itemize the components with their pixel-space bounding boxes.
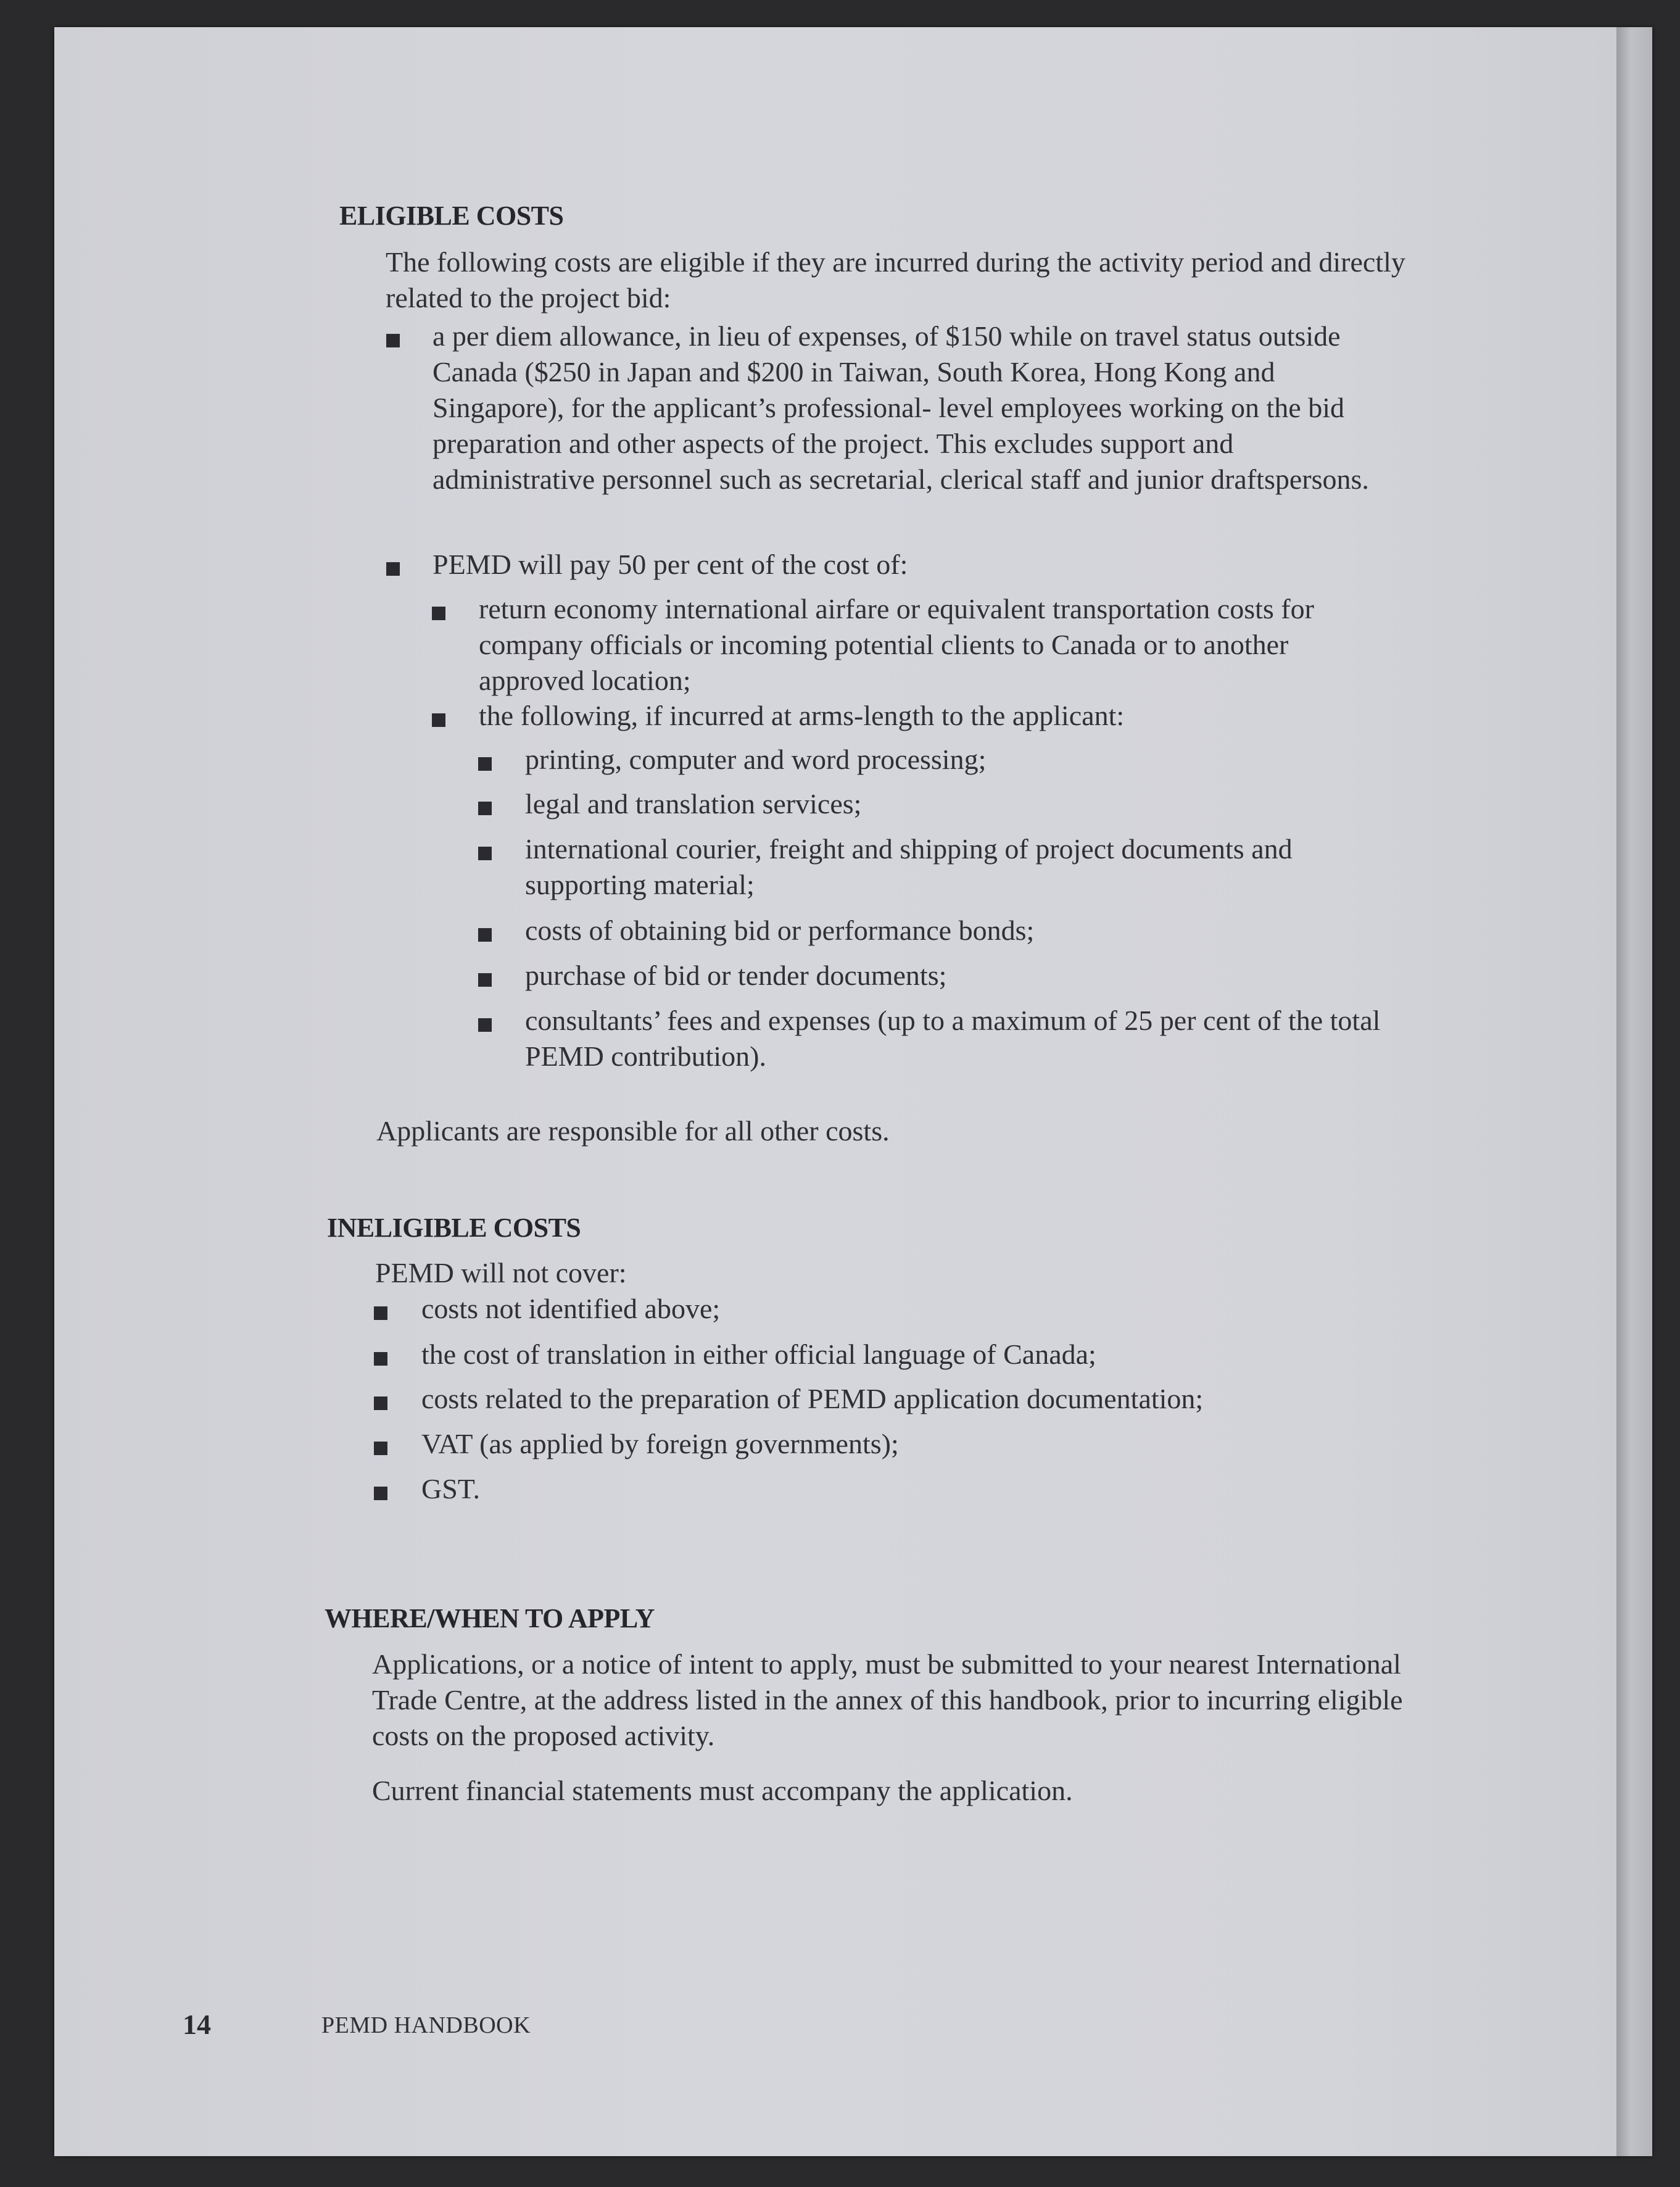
eligible-subsubitem-tender: purchase of bid or tender documents; (525, 960, 947, 991)
eligible-subsubitem-consultants: consultants’ fees and expenses (up to a maximum of 25 per cent of the total PEMD contribution). (525, 1005, 1381, 1072)
page-number: 14 (183, 2009, 211, 2040)
running-footer-title: PEMD HANDBOOK (321, 2012, 531, 2038)
bullet-icon (386, 334, 400, 347)
ineligible-item: costs related to the preparation of PEMD application documentation; (421, 1383, 1204, 1414)
apply-paragraph-1: Applications, or a notice of intent to apply, must be submitted to your nearest International Trade Centre, at the address listed in the annex of this handbook, prior to incurring eligible costs on the proposed activity. (372, 1648, 1403, 1751)
ineligible-item: GST. (421, 1473, 480, 1504)
ineligible-intro: PEMD will not cover: (375, 1257, 627, 1289)
eligible-subsubitem-printing: printing, computer and word processing; (525, 744, 987, 775)
bullet-icon (374, 1306, 387, 1320)
bullet-icon (374, 1352, 387, 1366)
eligible-closing: Applicants are responsible for all other costs. (376, 1115, 890, 1147)
eligible-subitem-airfare: return economy international airfare or equivalent transportation costs for company officials or incoming potential clients to Canada or to another approved location; (479, 593, 1314, 696)
bullet-icon (478, 1018, 492, 1032)
eligible-subsubitem-legal: legal and translation services; (525, 788, 862, 820)
document-page (54, 27, 1652, 2156)
bullet-icon (478, 802, 492, 815)
eligible-subitem-arms-length: the following, if incurred at arms-length to the applicant: (479, 700, 1125, 731)
bullet-icon (374, 1487, 387, 1500)
page-content (54, 27, 1652, 2156)
ineligible-costs-heading: INELIGIBLE COSTS (327, 1213, 581, 1243)
eligible-subsubitem-courier: international courier, freight and shipping of project documents and supporting material; (525, 833, 1293, 900)
bullet-icon (478, 757, 492, 771)
where-when-heading: WHERE/WHEN TO APPLY (325, 1603, 655, 1633)
bullet-icon (374, 1442, 387, 1455)
eligible-costs-heading: ELIGIBLE COSTS (339, 201, 564, 231)
apply-paragraph-2: Current financial statements must accompany the application. (372, 1775, 1073, 1806)
bullet-icon (478, 847, 492, 860)
bullet-icon (478, 928, 492, 942)
eligible-subsubitem-bonds: costs of obtaining bid or performance bonds; (525, 915, 1035, 946)
eligible-item-pemd-pays: PEMD will pay 50 per cent of the cost of: (432, 549, 908, 580)
ineligible-item: the cost of translation in either official language of Canada; (421, 1338, 1096, 1370)
bullet-icon (432, 607, 445, 620)
bullet-icon (432, 713, 445, 727)
eligible-item-per-diem: a per diem allowance, in lieu of expenses, of $150 while on travel status outside Canada ($250 in Japan and $200 in Taiwan, South Korea, Hong Kong and Singapore), for the applicant’s professional- level employees working on the bid preparation and other aspects of the project. This excludes support and administrative personnel such as secretarial, clerical staff and junior draftspersons. (432, 320, 1369, 495)
ineligible-item: costs not identified above; (421, 1293, 721, 1324)
bullet-icon (386, 562, 400, 576)
eligible-intro: The following costs are eligible if they are incurred during the activity period and directly related to the project bid: (386, 246, 1405, 313)
ineligible-item: VAT (as applied by foreign governments); (421, 1428, 899, 1459)
bullet-icon (478, 973, 492, 987)
bullet-icon (374, 1396, 387, 1410)
